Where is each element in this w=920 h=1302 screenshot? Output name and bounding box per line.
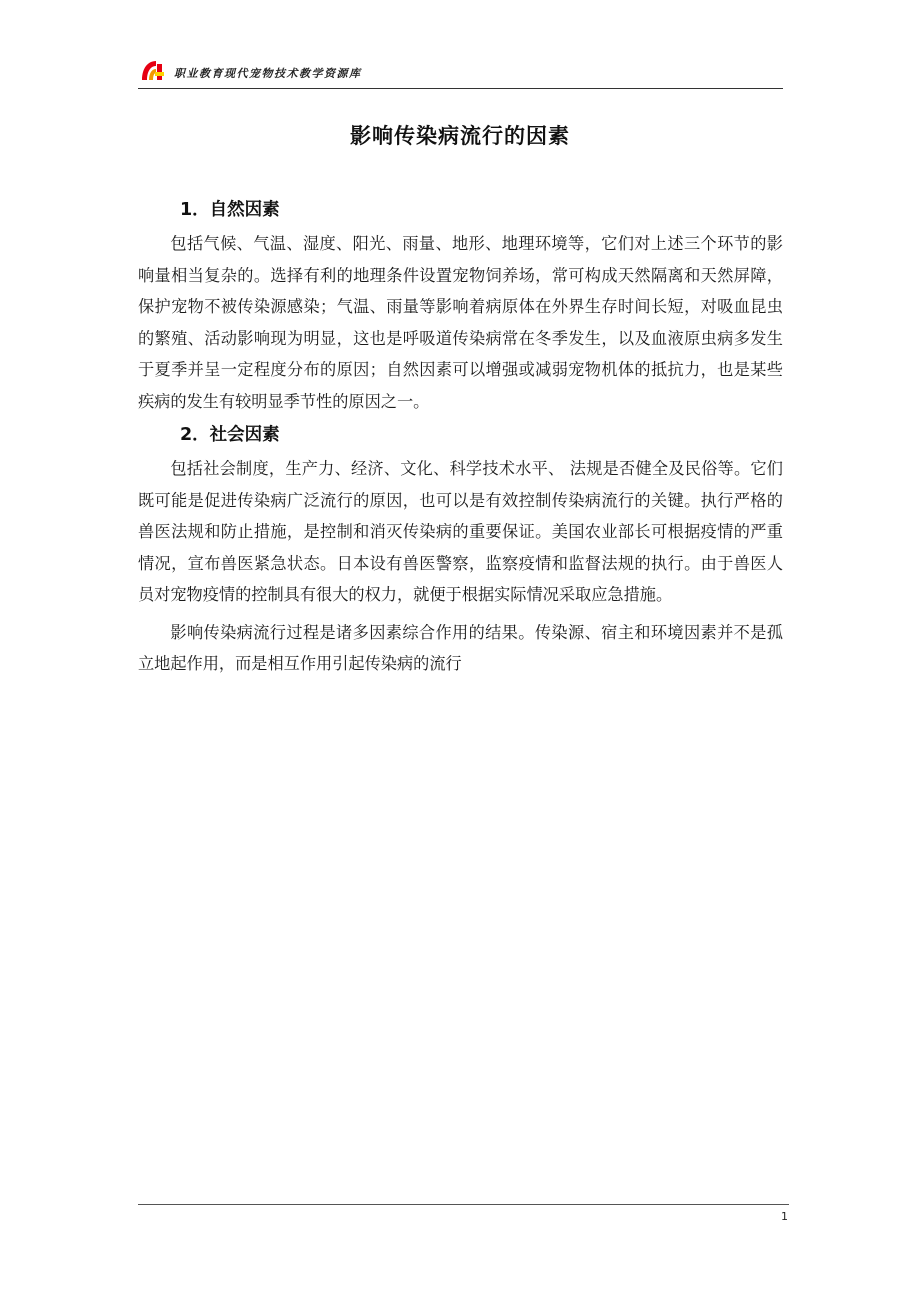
page-header bbox=[138, 56, 783, 89]
page-number: 1 bbox=[781, 1210, 788, 1223]
document-title: 影响传染病流行的因素 bbox=[350, 124, 570, 148]
closing-paragraph: 影响传染病流行过程是诸多因素综合作用的结果。传染源、宿主和环境因素并不是孤立地起作用，而是相互作用引起传染病的流行 bbox=[138, 622, 783, 673]
section-heading-natural-factors: 1．自然因素 bbox=[180, 200, 280, 220]
rainbow-logo-icon bbox=[140, 58, 166, 84]
document-body bbox=[138, 192, 783, 680]
section-paragraph-natural-factors: 包括气候、气温、湿度、阳光、雨量、地形、地理环境等，它们对上述三个环节的影响量相当复杂的。选择有利的地理条件设置宠物饲养场，常可构成天然隔离和天然屏障，保护宠物不被传染源感染；气温、雨量等影响着病原体在外界生存时间长短，对吸血昆虫的繁殖、活动影响现为明显，这也是呼吸道传染病常在冬季发生，以及血液原虫病多发生于夏季并呈一定程度分布的原因；自然因素可以增强或减弱宠物机体的抵抗力，也是某些疾病的发生有较明显季节性的原因之一。 bbox=[138, 234, 783, 411]
section-paragraph-social-factors: 包括社会制度，生产力、经济、文化、科学技术水平、 法规是否健全及民俗等。它们既可能是促进传染病广泛流行的原因，也可以是有效控制传染病流行的关键。执行严格的兽医法规和防止措施，是控制和消灭传染病的重要保证。美国农业部长可根据疫情的严重情况，宣布兽医紧急状态。日本设有兽医警察，监察疫情和监督法规的执行。由于兽医人员对宠物疫情的控制具有很大的权力，就便于根据实际情况采取应急措施。 bbox=[138, 459, 783, 604]
header-title: 职业教育现代宠物技术教学资源库 bbox=[174, 67, 362, 80]
footer-divider bbox=[138, 1204, 789, 1205]
section-heading-social-factors: 2．社会因素 bbox=[180, 425, 280, 445]
